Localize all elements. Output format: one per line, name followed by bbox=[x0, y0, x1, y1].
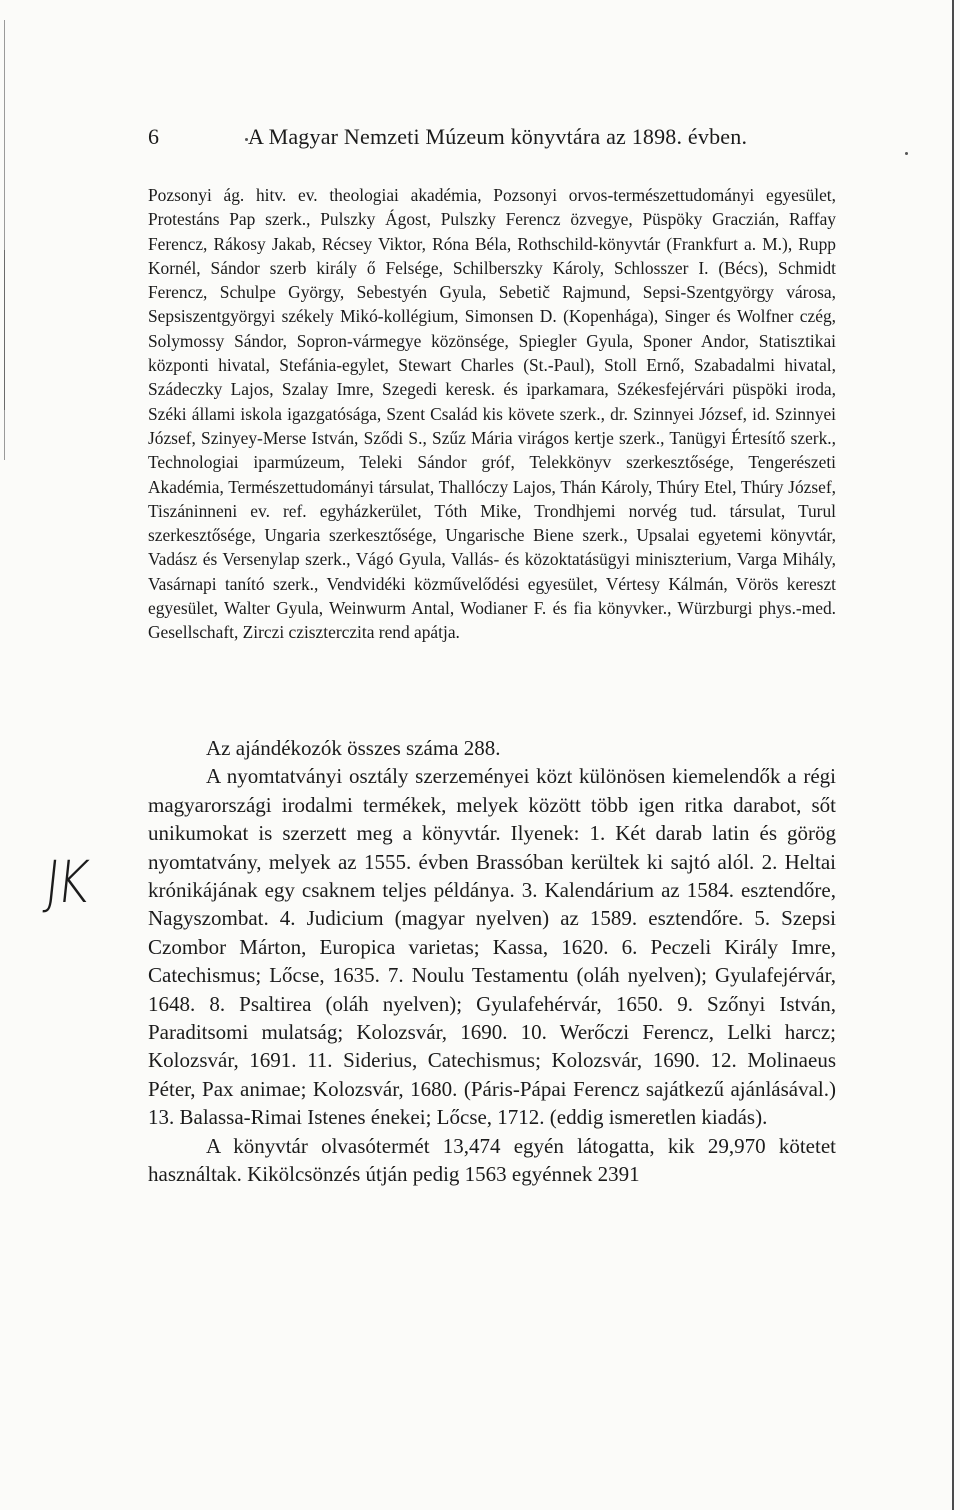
page-edge-shadow bbox=[952, 0, 954, 1510]
reading-room-paragraph: A könyvtár olvasótermét 13,474 egyén látogatta, kik 29,970 kötetet használtak. Kikölcsönzés útján pedig 1563 egyénnek 2391 bbox=[148, 1133, 836, 1187]
donor-list-paragraph: Pozsonyi ág. hitv. ev. theologiai akadémia, Pozsonyi orvos-természettudományi egyesület, Protestáns Pap szerk., Pulszky Ágost, Pulszky Ferencz özvegye, Püspöky Graczián, Raffay Ferencz, Rákosy Jakab, Récsey Viktor, Róna Béla, Rothschild-könyvtár (Frankfurt a. M.), Rupp Kornél, Sándor szerb király ő Felsége, Schilberszky Károly, Schlosszer I. (Bécs), Schmidt Ferencz, Schulpe György, Sebestyén Gyula, Sebetič Rajmund, Sepsi-Szentgyörgy városa, Sepsiszentgyörgyi székely Mikó-kollégium, Simonsen D. (Kopenhága), Singer és Wolfner czég, Solymossy Sándor, Sopron-vármegye közönsége, Spiegler Gyula, Sponer Andor, Statisztikai központi hivatal, Stefánia-egylet, Stewart Charles (St.-Paul), Stoll Ernő, Szabadalmi hivatal, Szádeczky Lajos, Szalay Imre, Szegedi keresk. és iparkamara, Székesfejérvári püspöki iroda, Széki állami iskola igazgatósága, Szent Család kis követe szerk., dr. Szinnyei József, id. Szinnyei József, Szinyey-Merse István, Sződi S., Szűz Mária virágos kertje szerk., Tanügyi Értesítő szerk., Technologiai iparmúzeum, Teleki Sándor gróf, Telekkönyv szerkesztősége, Tengerészeti Akadémia, Természettudományi társulat, Thallóczy Lajos, Thán Károly, Thúry Etel, Thúry József, Tiszáninneni ev. ref. egyházkerület, Tóth Mike, Trondhjemi norvég tud. társulat, Turul szerkesztősége, Ungaria szerkesztősége, Ungarische Biene szerk., Upsalai egyetemi könyvtár, Vadász és Versenylap szerk., Vágó Gyula, Vallás- és közoktatásügyi miniszterium, Varga Mihály, Vasárnapi tanító szerk., Vendvidéki közművelődési egyesület, Vértesy Kálmán, Vörös kereszt egyesület, Walter Gyula, Weinwurm Antal, Wodianer F. és fia könyvker., Würzburgi phys.-med. Gesellschaft, Zirczi cziszterczita rend apátja. bbox=[148, 185, 836, 643]
running-title: A Magyar Nemzeti Múzeum könyvtára az 1898. évben. bbox=[248, 124, 748, 149]
acquisitions-paragraph: A nyomtatványi osztály szerzeményei közt különösen kiemelendők a régi magyarországi irodalmi termékek, melyek között több igen ritka darabot, sőt unikumokat is szerzett meg a könyvtár. Ilyenek: 1. Két darab latin és görög nyomtatvány, melyek az 1555. évben Brassóban kerültek ki sajtó alól. 2. Heltai krónikájának egy csaknem teljes példánya. 3. Kalendárium az 1584. esztendőre, Nagyszombat. 4. Judicium (magyar nyelven) az 1589. esztendőre. 5. Szepsi Czombor Márton, Europica varietas; Kassa, 1620. 6. Peczeli Király Imre, Catechismus; Lőcse, 1635. 7. Noulu Testamentu (oláh nyelven); Gyulafejérvár, 1648. 8. Psaltirea (oláh nyelven); Gyulafehérvár, 1650. 9. Szőnyi István, Paraditsomi mulatság; Kolozsvár, 1690. 10. Werőczi Ferencz, Lelki harcz; Kolozsvár, 1691. 11. Siderius, Catechismus; Kolozsvár, 1690. 12. Molinaeus Péter, Pax animae; Kolozsvár, 1680. (Páris-Pápai Ferencz sajátkezű ajánlásával.) 13. Balassa-Rimai Istenes énekei; Lőcse, 1712. (eddig ismeretlen kiadás). bbox=[148, 764, 836, 1130]
donor-list-block bbox=[148, 183, 836, 645]
main-text-block bbox=[148, 734, 836, 1189]
scan-speck bbox=[905, 152, 908, 155]
handwritten-margin-initials: JK bbox=[41, 848, 90, 916]
page-number: 6 bbox=[148, 124, 159, 149]
scan-edge-line bbox=[4, 250, 5, 410]
donor-count-line: Az ajándékozók összes száma 288. bbox=[206, 736, 501, 760]
